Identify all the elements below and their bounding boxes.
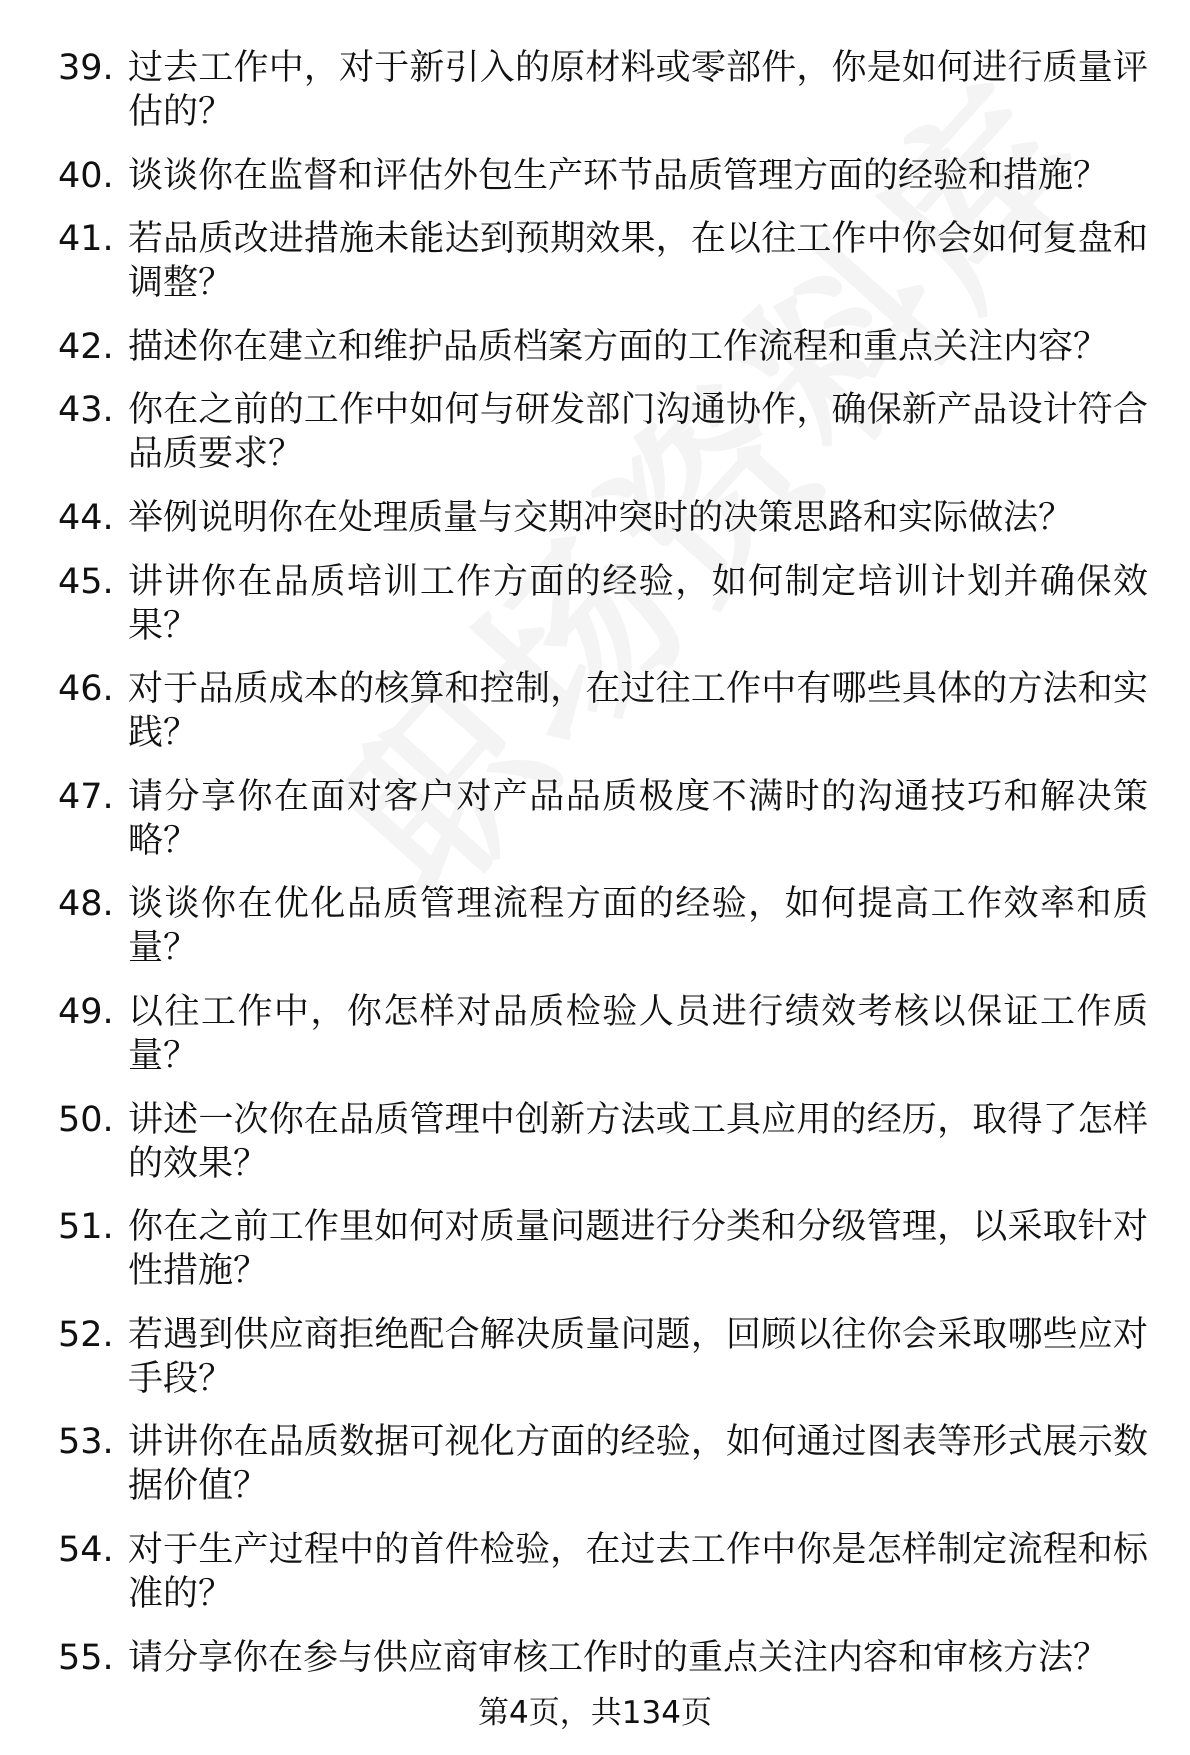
question-number: 50. — [58, 1099, 114, 1140]
question-item-53 — [58, 1420, 1148, 1508]
question-item-55 — [58, 1636, 1148, 1680]
question-item-46 — [58, 667, 1148, 755]
question-number: 47. — [58, 776, 114, 817]
question-text: 讲讲你在品质培训工作方面的经验，如何制定培训计划并确保效果？ — [128, 561, 1148, 646]
question-text: 讲述一次你在品质管理中创新方法或工具应用的经历，取得了怎样的效果？ — [128, 1099, 1148, 1184]
question-item-43 — [58, 388, 1148, 476]
question-item-41 — [58, 217, 1148, 305]
question-number: 54. — [58, 1529, 114, 1570]
question-text: 过去工作中，对于新引入的原材料或零部件，你是如何进行质量评估的？ — [128, 48, 1148, 132]
question-text: 你在之前的工作中如何与研发部门沟通协作，确保新产品设计符合品质要求？ — [128, 390, 1148, 475]
question-item-54 — [58, 1528, 1148, 1616]
question-number: 45. — [58, 561, 114, 602]
question-item-40 — [58, 154, 1148, 198]
question-item-44 — [58, 496, 1148, 540]
question-text: 若品质改进措施未能达到预期效果，在以往工作中你会如何复盘和调整？ — [128, 219, 1148, 304]
question-text: 若遇到供应商拒绝配合解决质量问题，回顾以往你会采取哪些应对手段？ — [128, 1314, 1148, 1399]
question-item-48 — [58, 882, 1148, 970]
question-item-39 — [58, 46, 1148, 134]
question-number: 48. — [58, 884, 114, 925]
question-number: 55. — [58, 1637, 114, 1678]
question-text: 你在之前工作里如何对质量问题进行分类和分级管理，以采取针对性措施？ — [128, 1207, 1148, 1292]
question-text: 谈谈你在监督和评估外包生产环节品质管理方面的经验和措施？ — [128, 155, 1109, 196]
question-number: 46. — [58, 669, 114, 710]
question-item-42 — [58, 325, 1148, 369]
question-item-47 — [58, 775, 1148, 863]
question-text: 请分享你在参与供应商审核工作时的重点关注内容和审核方法？ — [128, 1637, 1109, 1678]
question-number: 51. — [58, 1207, 114, 1248]
question-item-52 — [58, 1313, 1148, 1401]
question-number: 44. — [58, 497, 114, 538]
question-list — [58, 46, 1148, 1699]
question-text: 对于生产过程中的首件检验，在过去工作中你是怎样制定流程和标准的？ — [128, 1529, 1148, 1614]
question-number: 42. — [58, 326, 114, 367]
question-item-50 — [58, 1098, 1148, 1186]
question-text: 举例说明你在处理质量与交期冲突时的决策思路和实际做法？ — [128, 497, 1074, 538]
question-number: 49. — [58, 991, 114, 1032]
question-item-51 — [58, 1205, 1148, 1293]
question-number: 39. — [58, 48, 114, 88]
question-number: 43. — [58, 390, 114, 431]
question-item-45 — [58, 560, 1148, 648]
question-text: 请分享你在面对客户对产品品质极度不满时的沟通技巧和解决策略？ — [128, 776, 1148, 861]
question-text: 以往工作中，你怎样对品质检验人员进行绩效考核以保证工作质量？ — [128, 991, 1148, 1076]
question-text: 对于品质成本的核算和控制，在过往工作中有哪些具体的方法和实践？ — [128, 669, 1148, 754]
question-item-49 — [58, 990, 1148, 1078]
question-text: 描述你在建立和维护品质档案方面的工作流程和重点关注内容？ — [128, 326, 1109, 367]
question-number: 40. — [58, 155, 114, 196]
question-text: 谈谈你在优化品质管理流程方面的经验，如何提高工作效率和质量？ — [128, 884, 1148, 969]
question-number: 53. — [58, 1422, 114, 1463]
page-footer: 第4页，共134页 — [478, 1695, 712, 1731]
question-number: 41. — [58, 219, 114, 260]
question-number: 52. — [58, 1314, 114, 1355]
question-text: 讲讲你在品质数据可视化方面的经验，如何通过图表等形式展示数据价值？ — [128, 1422, 1148, 1507]
